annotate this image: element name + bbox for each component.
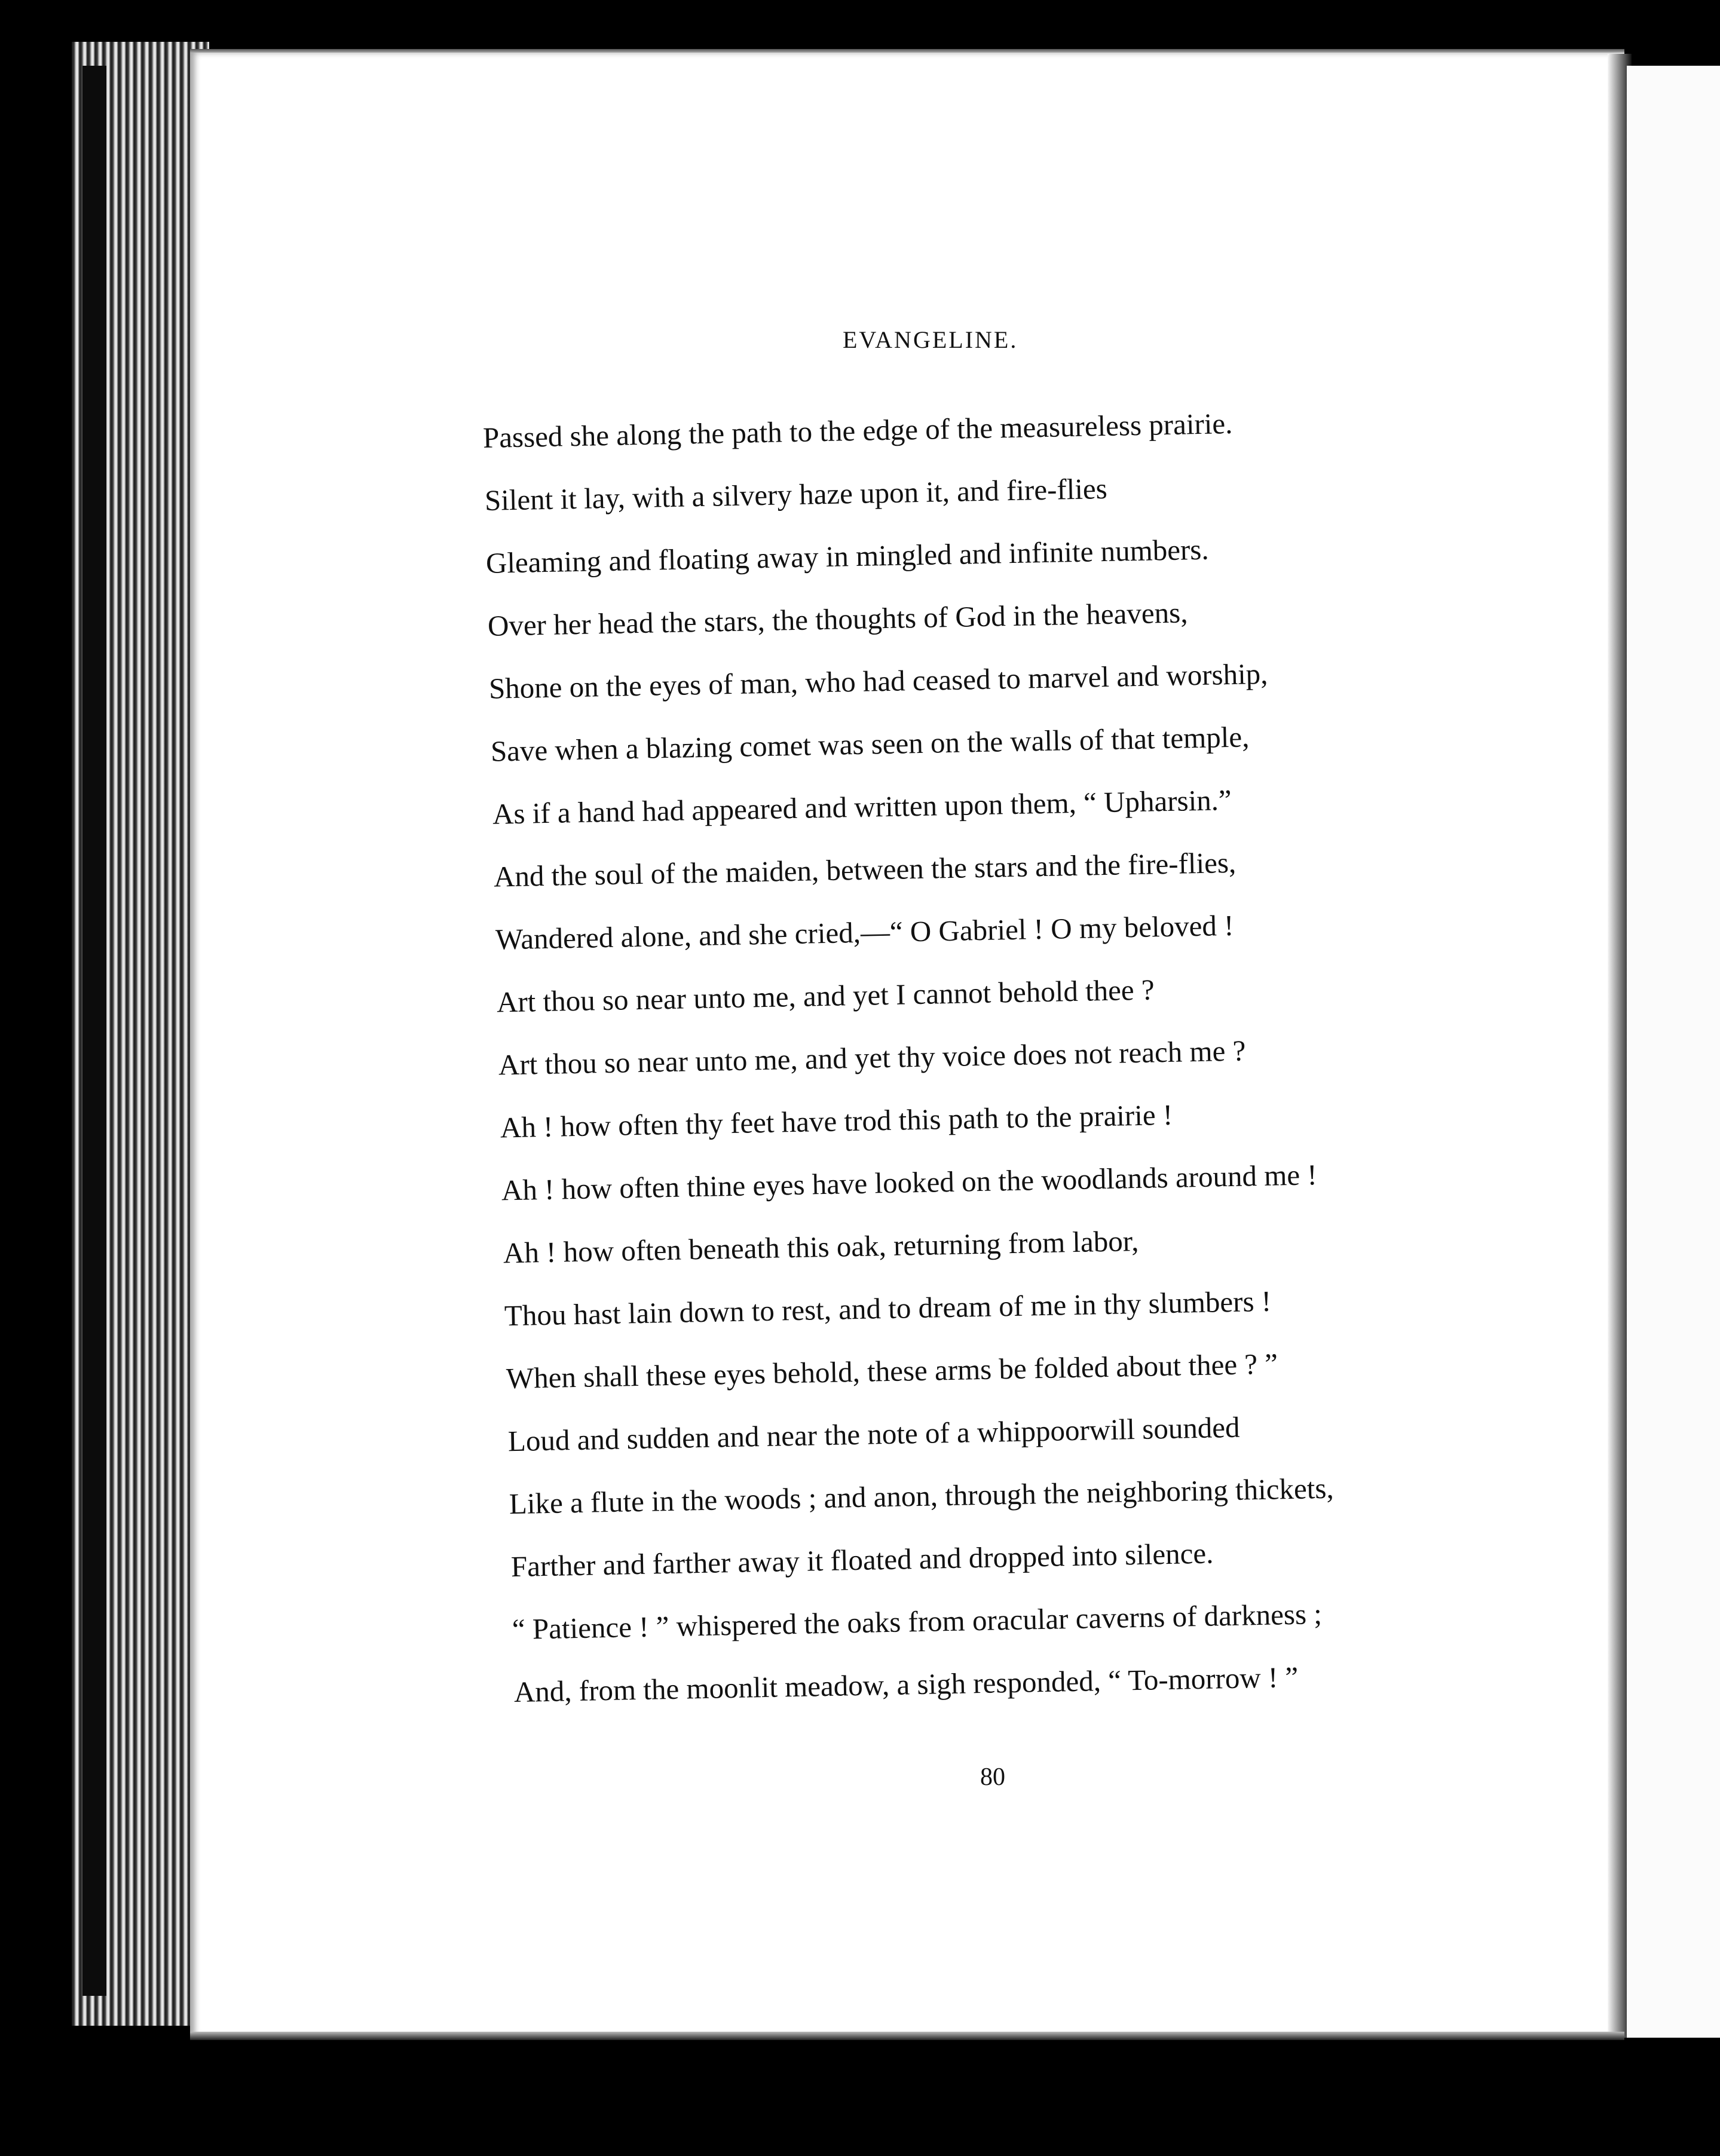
poem-line: Ah ! how often beneath this oak, returning from labor, (503, 1224, 1139, 1270)
poem-line: Farther and farther away it floated and dropped into silence. (510, 1536, 1214, 1584)
facing-page (1627, 66, 1720, 2038)
poem-line: Wandered alone, and she cried,—“ O Gabriel ! O my beloved ! (495, 908, 1234, 956)
poem-line: Art thou so near unto me, and yet I cannot behold thee ? (496, 973, 1155, 1019)
poem-line: Passed she along the path to the edge of the measureless prairie. (482, 406, 1233, 454)
poem-line: Art thou so near unto me, and yet thy voice does not reach me ? (498, 1034, 1246, 1082)
poem-line: Ah ! how often thy feet have trod this path to the prairie ! (500, 1098, 1173, 1144)
book-spine-shadow (82, 66, 106, 1996)
poem-line: Ah ! how often thine eyes have looked on the woodlands around me ! (501, 1158, 1318, 1207)
poem-line: Save when a blazing comet was seen on the walls of that temple, (490, 720, 1250, 768)
poem-line: Loud and sudden and near the note of a whippoorwill sounded (507, 1410, 1241, 1458)
poem-line: Thou hast lain down to rest, and to dream of me in thy slumbers ! (504, 1284, 1272, 1333)
poem-line: When shall these eyes behold, these arms be folded about thee ? ” (506, 1347, 1278, 1395)
poem-line: Over her head the stars, the thoughts of God in the heavens, (487, 596, 1188, 642)
running-head: EVANGELINE. (843, 326, 1018, 353)
page-number: 80 (980, 1763, 1005, 1791)
poem-line: Silent it lay, with a silvery haze upon it, and fire-flies (484, 471, 1108, 517)
poem-text (483, 406, 1469, 1724)
poem-line: Shone on the eyes of man, who had ceased to marvel and worship, (488, 657, 1268, 705)
poem-line: Gleaming and floating away in mingled and infinite numbers. (485, 532, 1210, 580)
page-bottom-edge (190, 2032, 1624, 2040)
poem-line: And, from the moonlit meadow, a sigh responded, “ To-morrow ! ” (513, 1660, 1299, 1708)
poem-line: “ Patience ! ” whispered the oaks from oracular caverns of darkness ; (512, 1597, 1323, 1646)
poem-line: And the soul of the maiden, between the stars and the fire-flies, (493, 846, 1237, 893)
poem-line: Like a flute in the woods ; and anon, through the neighboring thickets, (509, 1471, 1335, 1521)
poem-line: As if a hand had appeared and written upon them, “ Upharsin.” (492, 783, 1232, 831)
